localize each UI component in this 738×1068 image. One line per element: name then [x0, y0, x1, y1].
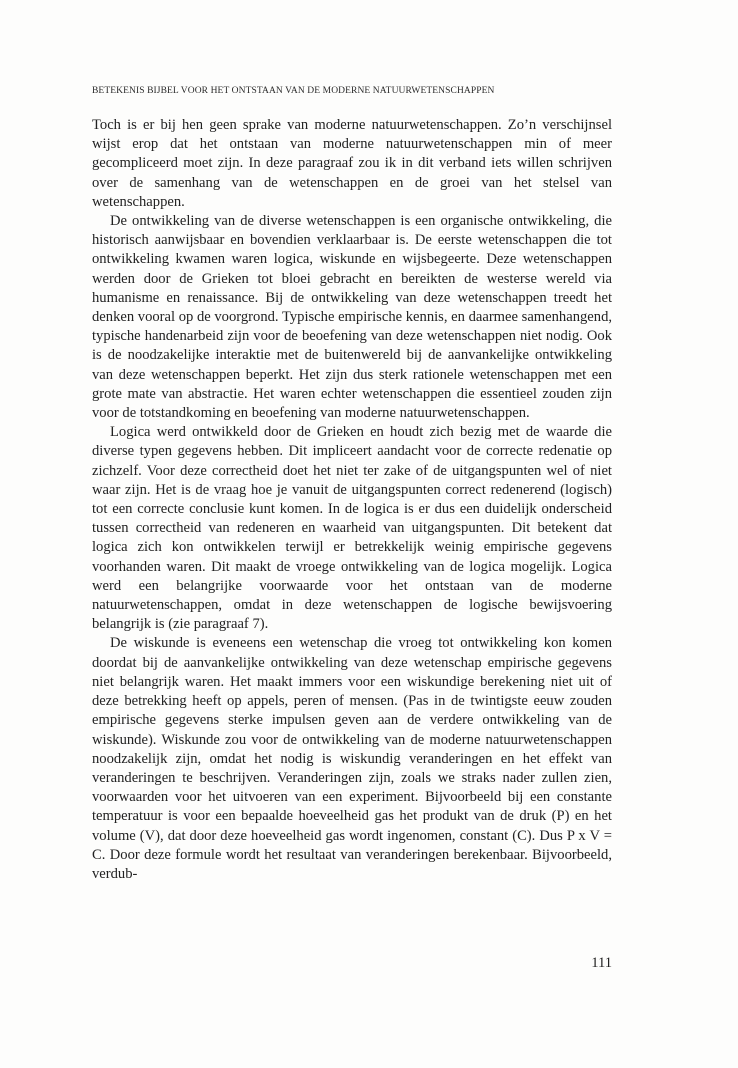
paragraph-3: Logica werd ontwikkeld door de Grieken en houdt zich bezig met de waarde die diverse typen gegevens hebben. Dit impliceert aandacht voor de correcte redenatie op zichzelf. Voor deze correctheid doet het niet ter zake of de uitgangspunten wel of niet waar zijn. Het is de vraag hoe je vanuit de uitgangspunten correct redenerend (logisch) tot een correcte conclusie kunt komen. In de logica is er dus een duidelijk onderscheid tussen correctheid van redeneren en waarheid van uitgangspunten. Dit betekent dat logica zich kon ontwikkelen terwijl er betrekkelijk weinig empirische gegevens voorhanden waren. Dit maakt de vroege ontwikkeling van de logica mogelijk. Logica werd een belangrijke voorwaarde voor het ontstaan van de moderne natuurwetenschappen, omdat in deze wetenschappen de logische bewijsvoering belangrijk is (zie paragraaf 7).	[92, 424, 612, 633]
paragraph-1: Toch is er bij hen geen sprake van moderne natuurwetenschappen. Zo’n verschijnsel wijst erop dat het ontstaan van moderne natuurwetenschappen min of meer gecompliceerd moet zijn. In deze paragraaf zou ik in dit verband iets willen schrijven over de samenhang van de wetenschappen en de groei van het stelsel van wetenschappen.	[92, 117, 612, 210]
paragraph-2: De ontwikkeling van de diverse wetenschappen is een organische ontwikkeling, die historisch aanwijsbaar en bovendien verklaarbaar is. De eerste wetenschappen die tot ontwikkeling kwamen waren logica, wiskunde en wijsbegeerte. Deze wetenschappen werden door de Grieken tot bloei gebracht en bereikten de westerse wereld via humanisme en renaissance. Bij de ontwikkeling van deze wetenschappen treedt het denken vooral op de voorgrond. Typische empirische kennis, en daarmee samenhangend, typische handenarbeid zijn voor de beoefening van deze wetenschappen niet nodig. Ook is de noodzakelijke interaktie met de buitenwereld bij de aanvankelijke ontwikkeling van deze wetenschappen beperkt. Het zijn dus sterk rationele wetenschappen met een grote mate van abstractie. Het waren echter wetenschappen die essentieel zouden zijn voor de totstandkoming en beoefening van moderne natuurwetenschappen.	[92, 213, 613, 422]
body-text	[92, 116, 612, 884]
page-number: 111	[591, 955, 612, 971]
running-head: BETEKENIS BIJBEL VOOR HET ONTSTAAN VAN DE MODERNE NATUURWETENSCHAPPEN	[92, 86, 495, 96]
paragraph-4: De wiskunde is eveneens een wetenschap die vroeg tot ontwikkeling kon komen doordat bij de aanvankelijke ontwikkeling van deze wetenschap empirische gegevens niet belangrijk waren. Het maakt immers voor een wiskundige berekening niet uit of deze betrekking heeft op appels, peren of mensen. (Pas in de twintigste eeuw zouden empirische gegevens sterke impulsen geven aan de verdere ontwikkeling van de wiskunde). Wiskunde zou voor de ontwikkeling van de moderne natuurwetenschappen noodzakelijk zijn, omdat het nodig is wiskundig veranderingen en het effekt van veranderingen te beschrijven. Veranderingen zijn, zoals we straks nader zullen zien, voorwaarden voor het uitvoeren van een experiment. Bijvoorbeeld bij een constante temperatuur is voor een bepaalde hoeveelheid gas het produkt van de druk (P) en het volume (V), dat door deze hoeveelheid gas wordt ingenomen, constant (C). Dus P x V = C. Door deze formule wordt het resultaat van veranderingen berekenbaar. Bijvoorbeeld, verdub-	[92, 635, 612, 882]
